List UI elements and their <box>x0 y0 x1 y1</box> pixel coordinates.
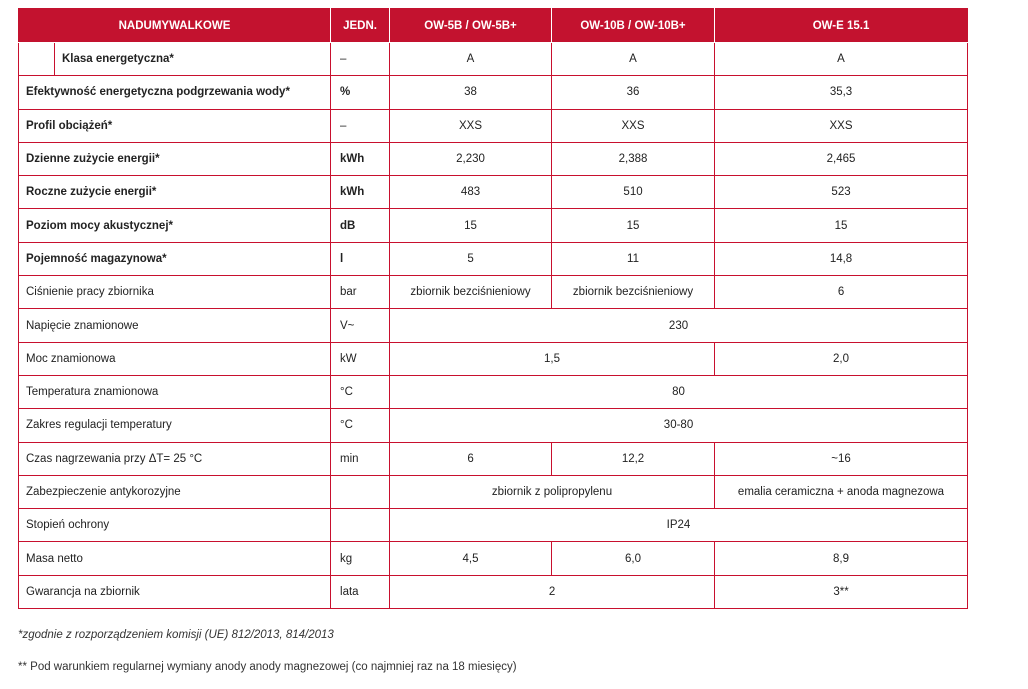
param-label: Moc znamionowa <box>19 342 331 375</box>
unit-cell: l <box>331 242 390 275</box>
value-cell: XXS <box>390 109 552 142</box>
param-label: Temperatura znamionowa <box>19 375 331 408</box>
value-cell: XXS <box>715 109 968 142</box>
footnote-regulation: *zgodnie z rozporządzeniem komisji (UE) 812/2013, 814/2013 <box>18 629 334 641</box>
value-cell: 2,0 <box>715 342 968 375</box>
param-label: Masa netto <box>19 542 331 575</box>
table-row <box>19 309 968 342</box>
value-cell: 14,8 <box>715 242 968 275</box>
value-cell: 11 <box>552 242 715 275</box>
value-cell: 6 <box>390 442 552 475</box>
header-model-1: OW-5B / OW-5B+ <box>390 9 552 43</box>
param-label: Zabezpieczenie antykorozyjne <box>19 475 331 508</box>
unit-cell: kW <box>331 342 390 375</box>
value-cell: 4,5 <box>390 542 552 575</box>
value-cell: 2,230 <box>390 142 552 175</box>
param-label: Gwarancja na zbiornik <box>19 575 331 608</box>
table-row <box>19 176 968 209</box>
value-cell: 30-80 <box>390 409 968 442</box>
header-model-2: OW-10B / OW-10B+ <box>552 9 715 43</box>
unit-cell: °C <box>331 375 390 408</box>
value-cell: 483 <box>390 176 552 209</box>
param-label: Poziom mocy akustycznej* <box>19 209 331 242</box>
param-label: Zakres regulacji temperatury <box>19 409 331 442</box>
param-label: Stopień ochrony <box>19 509 331 542</box>
spec-table <box>18 8 968 609</box>
table-row <box>19 43 968 76</box>
header-unit: JEDN. <box>331 9 390 43</box>
value-cell: zbiornik bezciśnieniowy <box>390 276 552 309</box>
header-row <box>19 9 968 43</box>
value-cell: 80 <box>390 375 968 408</box>
unit-cell: °C <box>331 409 390 442</box>
table-row <box>19 442 968 475</box>
value-cell: 15 <box>552 209 715 242</box>
unit-cell: kg <box>331 542 390 575</box>
value-cell: A <box>552 43 715 76</box>
value-cell: 36 <box>552 76 715 109</box>
table-row <box>19 142 968 175</box>
value-cell: XXS <box>552 109 715 142</box>
value-cell: zbiornik z polipropylenu <box>390 475 715 508</box>
unit-cell: bar <box>331 276 390 309</box>
value-cell: 6,0 <box>552 542 715 575</box>
value-cell: zbiornik bezciśnieniowy <box>552 276 715 309</box>
value-cell: 510 <box>552 176 715 209</box>
value-cell: 15 <box>715 209 968 242</box>
value-cell: 1,5 <box>390 342 715 375</box>
unit-cell: min <box>331 442 390 475</box>
value-cell: 12,2 <box>552 442 715 475</box>
param-label: Roczne zużycie energii* <box>19 176 331 209</box>
value-cell: A <box>390 43 552 76</box>
param-label: Dzienne zużycie energii* <box>19 142 331 175</box>
table-row <box>19 342 968 375</box>
value-cell: 2 <box>390 575 715 608</box>
table-row <box>19 109 968 142</box>
param-label: Efektywność energetyczna podgrzewania wody* <box>19 76 331 109</box>
header-param: NADUMYWALKOWE <box>19 9 331 43</box>
value-cell: 38 <box>390 76 552 109</box>
unit-cell: lata <box>331 575 390 608</box>
value-cell: 230 <box>390 309 968 342</box>
value-cell: 35,3 <box>715 76 968 109</box>
header-model-3: OW-E 15.1 <box>715 9 968 43</box>
param-label: Pojemność magazynowa* <box>19 242 331 275</box>
value-cell: 5 <box>390 242 552 275</box>
table-row <box>19 76 968 109</box>
table-row <box>19 475 968 508</box>
param-label: Klasa energetyczna* <box>55 43 331 76</box>
unit-cell: V~ <box>331 309 390 342</box>
table-row <box>19 209 968 242</box>
indent-cell <box>19 43 55 76</box>
unit-cell: kWh <box>331 176 390 209</box>
value-cell: emalia ceramiczna + anoda magnezowa <box>715 475 968 508</box>
table-row <box>19 409 968 442</box>
value-cell: ~16 <box>715 442 968 475</box>
unit-cell <box>331 509 390 542</box>
value-cell: 2,388 <box>552 142 715 175</box>
unit-cell <box>331 475 390 508</box>
param-label: Ciśnienie pracy zbiornika <box>19 276 331 309</box>
param-label: Napięcie znamionowe <box>19 309 331 342</box>
table-row <box>19 375 968 408</box>
footnote-warranty: ** Pod warunkiem regularnej wymiany anody anody magnezowej (co najmniej raz na 18 miesięcy) <box>18 661 517 673</box>
param-label: Profil obciążeń* <box>19 109 331 142</box>
value-cell: 8,9 <box>715 542 968 575</box>
value-cell: 2,465 <box>715 142 968 175</box>
value-cell: 523 <box>715 176 968 209</box>
table-row <box>19 542 968 575</box>
unit-cell: – <box>331 109 390 142</box>
unit-cell: kWh <box>331 142 390 175</box>
value-cell: 6 <box>715 276 968 309</box>
value-cell: IP24 <box>390 509 968 542</box>
unit-cell: dB <box>331 209 390 242</box>
value-cell: A <box>715 43 968 76</box>
value-cell: 3** <box>715 575 968 608</box>
table-row <box>19 242 968 275</box>
unit-cell: % <box>331 76 390 109</box>
table-row <box>19 509 968 542</box>
table-row <box>19 276 968 309</box>
table-row <box>19 575 968 608</box>
value-cell: 15 <box>390 209 552 242</box>
param-label: Czas nagrzewania przy ΔT= 25 °C <box>19 442 331 475</box>
unit-cell: – <box>331 43 390 76</box>
